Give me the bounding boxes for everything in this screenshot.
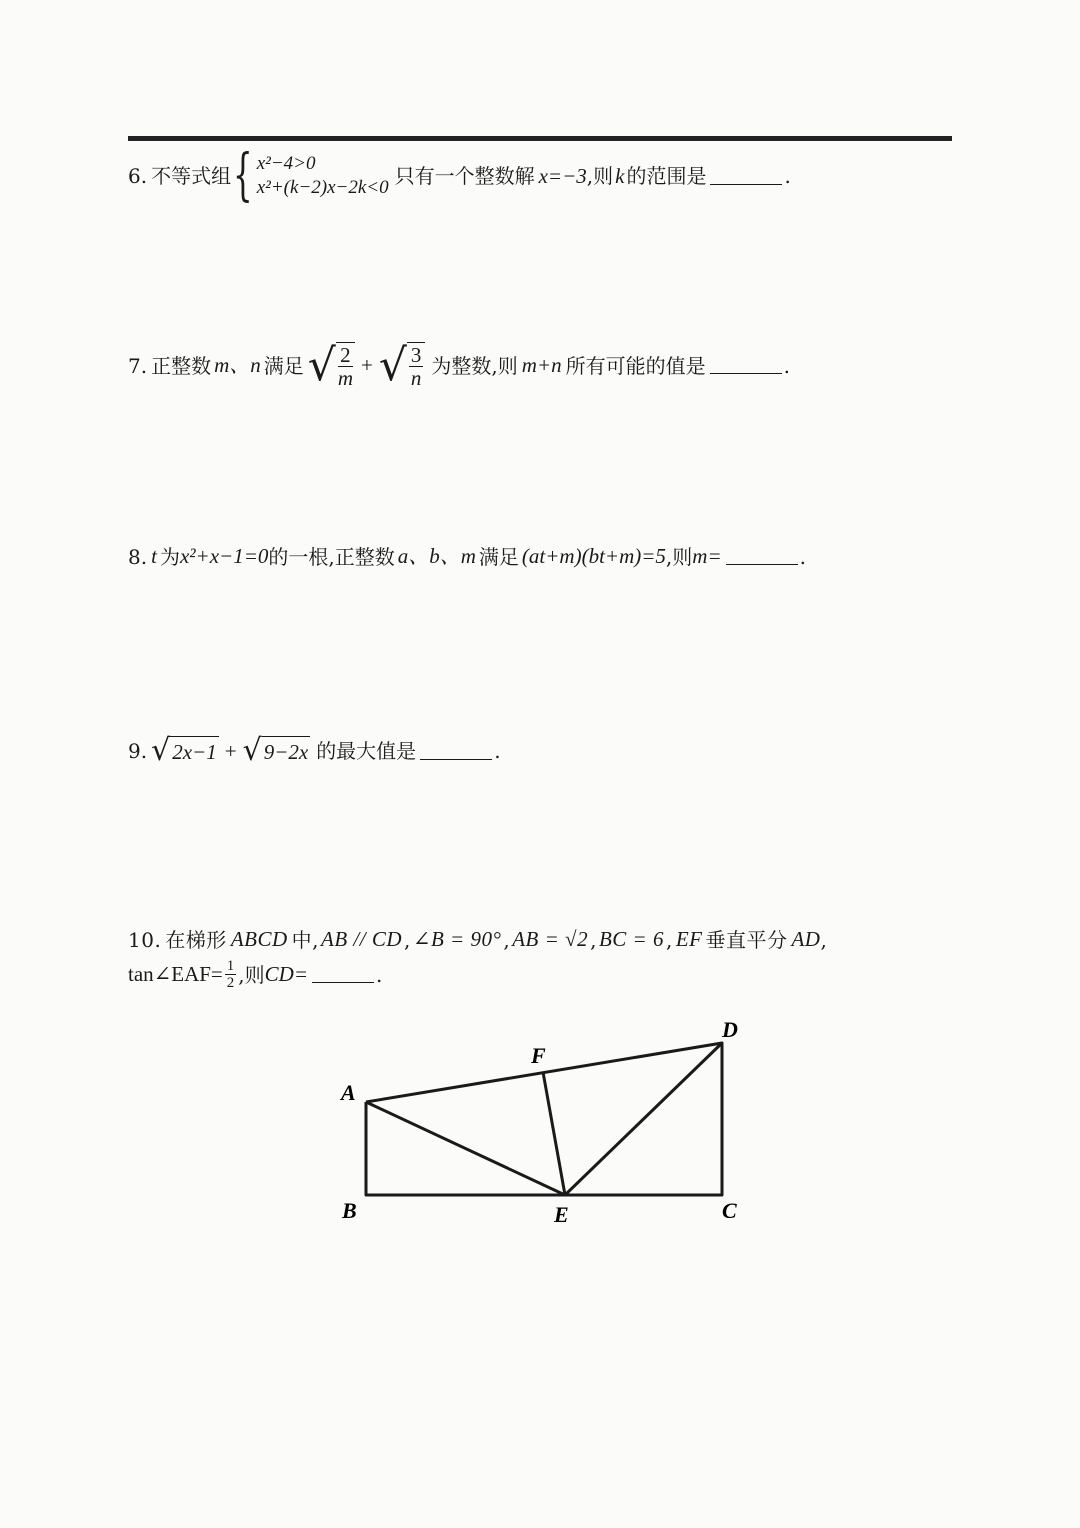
math-variable: ABCD	[230, 927, 288, 951]
math-expression: BC = 6	[598, 927, 664, 951]
question-text: ,则	[665, 544, 693, 569]
radical-body: 9−2x	[262, 736, 311, 766]
denominator: n	[410, 366, 422, 390]
radical-1	[307, 339, 355, 391]
question-number: 10.	[128, 927, 162, 952]
plus-sign: +	[360, 353, 373, 377]
question-number: 9.	[128, 739, 148, 763]
question-text: ,	[503, 927, 511, 952]
math-expression: (at+m)(bt+m)=5	[521, 544, 666, 568]
trapezoid-figure	[330, 1010, 760, 1240]
question-number: 6.	[128, 164, 148, 188]
math-expression: AB // CD	[321, 927, 402, 951]
numerator: 1	[226, 958, 235, 974]
question-text: 正整数	[151, 353, 212, 378]
question-text: 的一根,正整数	[268, 544, 395, 569]
question-text: 满足	[478, 544, 519, 569]
math-expression: tan∠EAF=	[128, 962, 223, 986]
period: .	[783, 353, 790, 378]
label-c: C	[722, 1198, 737, 1223]
question-text: 为整数,则	[431, 353, 518, 378]
answer-blank[interactable]	[726, 548, 798, 565]
question-8	[128, 546, 806, 567]
question-text: 的范围是	[626, 164, 707, 188]
math-variable: EF	[675, 927, 703, 951]
numerator: 3	[410, 343, 422, 367]
answer-blank[interactable]	[420, 743, 492, 760]
math-variable: t	[151, 544, 157, 568]
radical-2	[242, 733, 311, 768]
math-expression: AB = √2	[512, 927, 589, 951]
question-text: 在梯形	[165, 927, 227, 952]
question-text: ,	[404, 927, 411, 952]
inequality-system	[257, 152, 389, 200]
math-expression: ∠B = 90°	[412, 927, 502, 951]
label-d: D	[722, 1017, 738, 1042]
question-6	[128, 143, 791, 208]
question-text: ,则	[586, 164, 614, 188]
math-expression: m+n	[521, 353, 562, 377]
period: .	[375, 962, 383, 987]
question-text: 满足	[263, 353, 304, 378]
plus-sign: +	[224, 738, 237, 763]
radical-2	[378, 339, 426, 391]
radical-body	[336, 342, 355, 389]
question-text: ,	[665, 927, 673, 952]
question-7	[128, 339, 790, 391]
radical-body: 2x−1	[170, 736, 219, 766]
math-expression: m=	[692, 544, 722, 568]
radical-sign: √	[378, 339, 407, 391]
answer-blank[interactable]	[710, 168, 782, 185]
math-expression: CD=	[264, 962, 308, 986]
question-text: 中,	[291, 927, 319, 952]
period: .	[494, 739, 501, 763]
question-text: 垂直平分	[705, 927, 788, 952]
label-f: F	[531, 1043, 546, 1068]
question-text: ,	[820, 927, 828, 952]
math-variables: a、b、m	[397, 544, 476, 568]
label-b: B	[342, 1198, 357, 1223]
question-text: 不等式组	[151, 164, 232, 188]
radical-sign: √	[242, 733, 262, 768]
math-variable: AD	[791, 927, 821, 951]
fraction	[225, 958, 237, 991]
radical-sign: √	[307, 339, 336, 391]
answer-blank[interactable]	[312, 966, 374, 983]
segment-ef	[543, 1072, 565, 1195]
brace-symbol: {	[233, 143, 253, 208]
numerator: 2	[340, 343, 351, 367]
fraction	[409, 344, 424, 389]
math-expression: x=−3	[538, 163, 587, 188]
denominator: 2	[226, 975, 235, 991]
question-9	[128, 733, 501, 768]
question-text: 所有可能的值是	[565, 353, 706, 378]
question-number: 8.	[128, 544, 148, 569]
fraction	[338, 344, 353, 389]
top-rule	[128, 136, 952, 141]
inequality-1: x²−4>0	[256, 153, 316, 174]
radical-1	[151, 733, 219, 768]
question-text: 只有一个整数解	[394, 164, 535, 188]
math-variable: k	[615, 163, 625, 188]
question-text: 为	[159, 544, 180, 569]
question-number: 7.	[128, 353, 148, 378]
answer-blank[interactable]	[710, 357, 782, 374]
inequality-2: x²+(k−2)x−2k<0	[256, 177, 389, 198]
period: .	[799, 544, 806, 569]
label-a: A	[341, 1080, 356, 1105]
radical-body	[407, 342, 426, 389]
segment-ae	[366, 1102, 565, 1195]
radical-sign: √	[151, 733, 171, 768]
question-text: ,则	[238, 962, 265, 987]
denominator: m	[337, 366, 353, 390]
label-e: E	[554, 1202, 569, 1227]
math-equation: x²+x−1=0	[179, 544, 269, 568]
math-variables: m、n	[214, 353, 261, 377]
question-10	[128, 929, 827, 991]
question-text: 的最大值是	[316, 739, 417, 763]
period: .	[784, 164, 791, 188]
question-text: ,	[590, 927, 597, 952]
